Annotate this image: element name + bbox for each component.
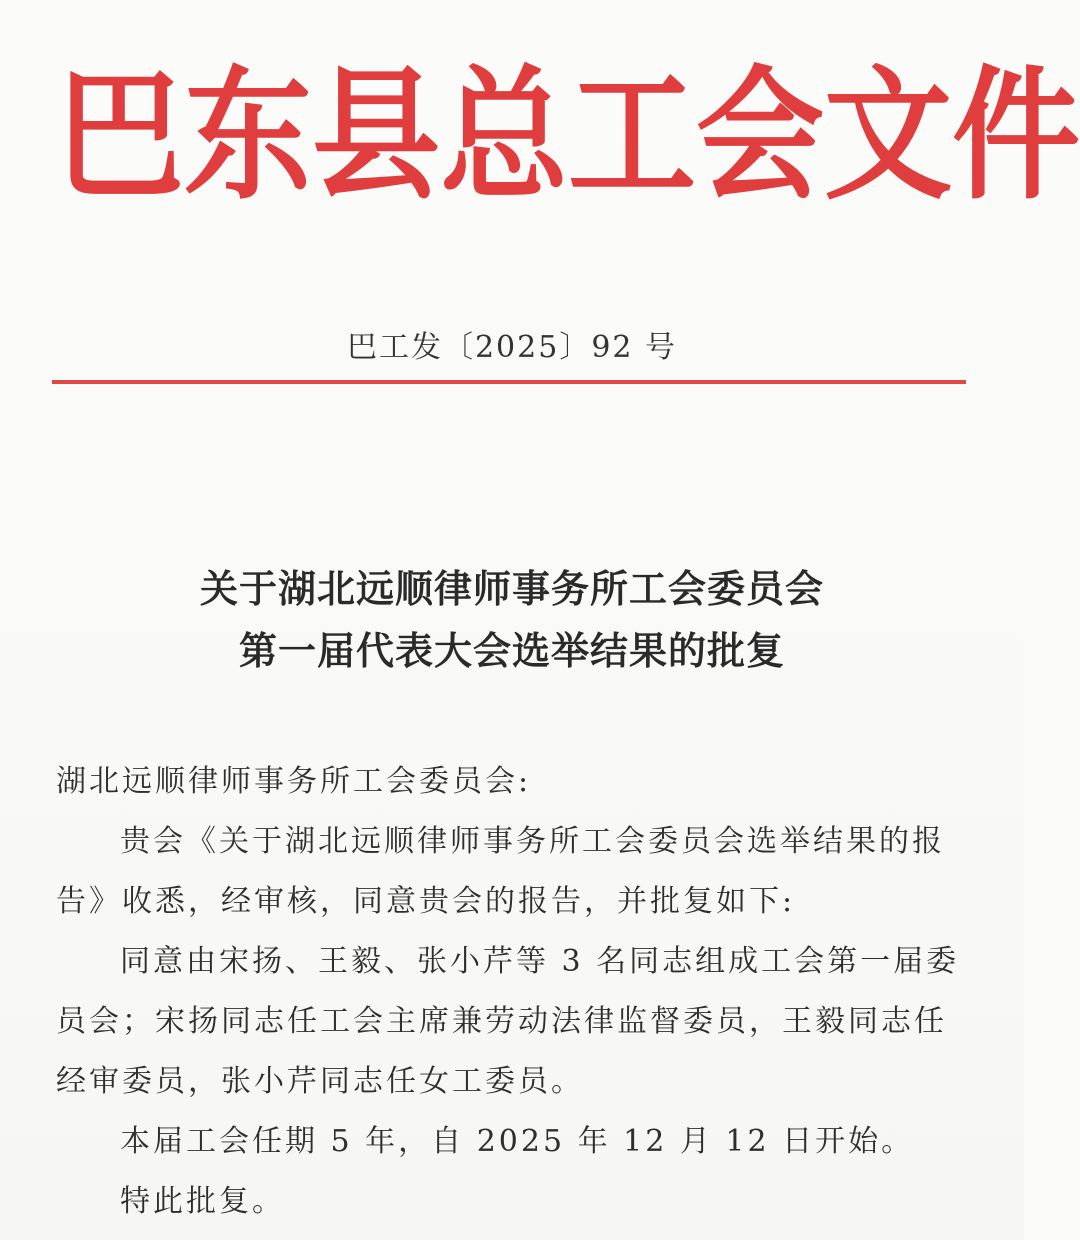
- body-paragraph: 贵会《关于湖北远顺律师事务所工会委员会选举结果的报告》收悉，经审核，同意贵会的报告，并批复如下:: [56, 824, 945, 919]
- title-line-1: 关于湖北远顺律师事务所工会委员会: [199, 567, 824, 611]
- masthead-char: 东: [184, 53, 313, 220]
- masthead-char: 件: [952, 53, 1080, 220]
- masthead-char: 文: [824, 53, 953, 220]
- masthead-char: 巴: [56, 53, 185, 220]
- body-paragraph: 同意由宋扬、王毅、张小芹等 3 名同志组成工会第一届委员会；宋扬同志任工会主席兼劳动法律监督委员，王毅同志任经审委员，张小芹同志任女工委员。: [56, 944, 960, 1099]
- body-paragraph: 特此批复。: [120, 1184, 285, 1219]
- masthead-char: 会: [696, 53, 825, 220]
- masthead-title: [56, 53, 1080, 220]
- body-paragraph: 本届工会任期 5 年，自 2025 年 12 月 12 日开始。: [120, 1124, 915, 1159]
- document-body: [56, 752, 968, 1232]
- document-number: 巴工发〔2025〕92 号: [346, 330, 678, 365]
- masthead-char: 工: [568, 53, 697, 220]
- masthead-char: 县: [312, 53, 441, 220]
- title-line-2: 第一届代表大会选举结果的批复: [238, 629, 785, 673]
- document-title: [0, 558, 1024, 682]
- masthead-char: 总: [440, 53, 569, 220]
- salutation: 湖北远顺律师事务所工会委员会:: [56, 764, 532, 799]
- red-divider-line: [52, 380, 966, 384]
